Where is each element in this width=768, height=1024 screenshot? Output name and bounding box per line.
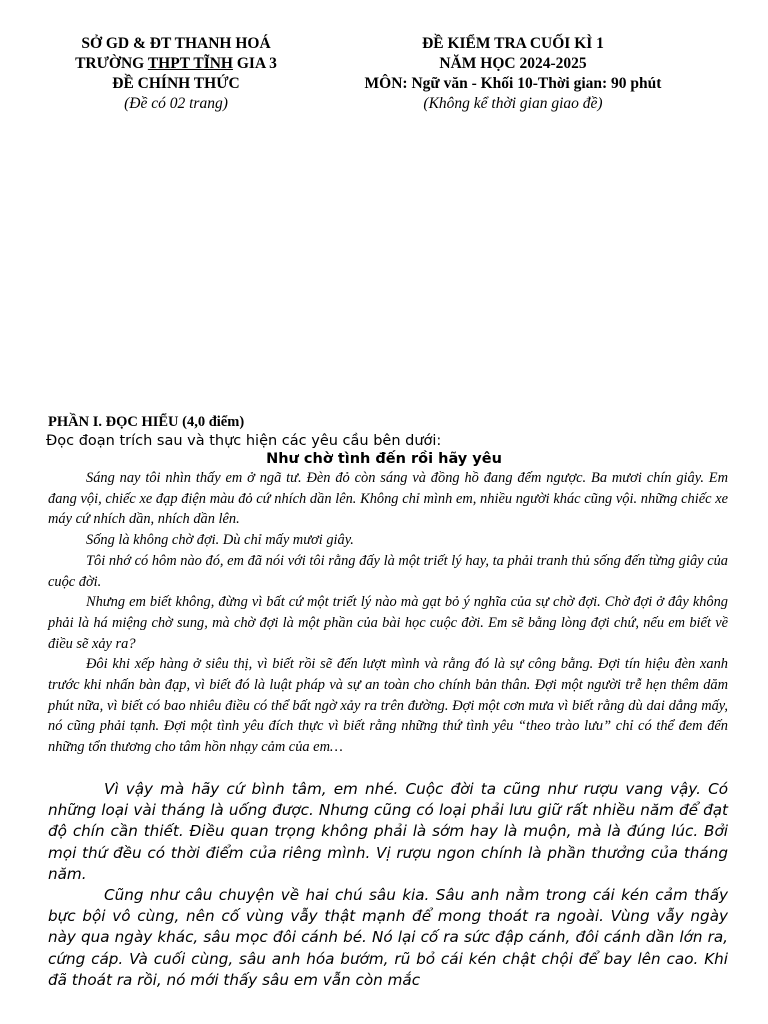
header-left	[30, 34, 322, 114]
passage-title: Như chờ tình đến rồi hãy yêu	[266, 451, 502, 467]
department-name: SỞ GD & ĐT THANH HOÁ	[81, 35, 271, 52]
school-name: TRƯỜNG THPT TĨNH GIA 3	[75, 55, 277, 72]
passage-paragraph: Vì vậy mà hãy cứ bình tâm, em nhé. Cuộc đời ta cũng như rượu vang vậy. Có những loại vài tháng là uống được. Nhưng cũng có loại phải lưu giữ rất nhiều năm để đạt độ chín cần thiết. Điều quan trọng không phải là sớm hay là muộn, mà là đúng lúc. Bởi mọi thứ đều có thời điểm của riêng mình. Vị rượu ngon chính là phần thưởng của tháng năm.	[48, 780, 728, 883]
exam-title: ĐỀ KIỂM TRA CUỐI KÌ 1	[422, 35, 604, 52]
passage-paragraph: Sáng nay tôi nhìn thấy em ở ngã tư. Đèn đỏ còn sáng và đồng hồ đang đếm ngược. Ba mươi chín giây. Em đang vội, chiếc xe đạp điện màu đỏ cứ nhích dần lên. Không chỉ mình em, nhiều người khác cũng vội. những chiếc xe máy cứ nhích dần, nhích dần lên.	[48, 470, 728, 528]
passage-body	[48, 468, 728, 758]
passage-paragraph: Sống là không chờ đợi. Dù chỉ mấy mươi giây.	[86, 532, 354, 549]
passage-paragraph: Nhưng em biết không, đừng vì bất cứ một triết lý nào mà gạt bỏ ý nghĩa của sự chờ đợi. Chờ đợi ở đây không phải là há miệng chờ sung, mà chờ đợi là một phần của bài học cuộc đời. Em sẽ bằng lòng đợi chứ, nếu em biết về điều sẽ xảy ra?	[48, 594, 728, 652]
time-note: (Không kể thời gian giao đề)	[423, 95, 603, 112]
section-heading: PHẦN I. ĐỌC HIỂU (4,0 điểm)	[48, 414, 245, 430]
subject-line: MÔN: Ngữ văn - Khối 10-Thời gian: 90 phút	[364, 75, 662, 92]
passage-paragraph: Cũng như câu chuyện về hai chú sâu kia. Sâu anh nằm trong cái kén cảm thấy bực bội vô cùng, nên cố vùng vẫy thật mạnh để mong thoát ra ngoài. Vùng vẫy ngày này qua ngày khác, sâu mọc đôi cánh bé. Nó lại cố ra sức đập cánh, đôi cánh dần lớn ra, cứng cáp. Và cuối cùng, sâu anh hóa bướm, rũ bỏ cái kén chật chội để bay lên cao. Khi đã thoát ra rồi, nó mới thấy sâu em vẫn còn mắc	[48, 886, 728, 989]
passage-paragraph: Tôi nhớ có hôm nào đó, em đã nói với tôi rằng đấy là một triết lý hay, ta phải tranh thủ sống đến từng giây của cuộc đời.	[48, 552, 728, 590]
school-year: NĂM HỌC 2024-2025	[439, 55, 587, 72]
header-right	[322, 34, 704, 114]
instruction-text: Đọc đoạn trích sau và thực hiện các yêu cầu bên dưới:	[46, 433, 442, 449]
passage-paragraph: Đôi khi xếp hàng ở siêu thị, vì biết rồi sẽ đến lượt mình và rằng đó là sự công bằng. Đợi tín hiệu đèn xanh trước khi nhấn bàn đạp, vì biết đó là luật pháp và sự an toàn cho chính bản thân. Đợi một người trễ hẹn thêm dăm phút nữa, vì biết có bao nhiêu điều có thể bất ngờ xảy ra trên đường. Đợi một cơn mưa vì biết rằng dù dai dẳng mấy, nó cũng phải tạnh. Đợi một tình yêu đích thực vì biết rằng những thứ tình yêu “theo trào lưu” chỉ có thể đem đến những tổn thương cho tâm hồn nhạy cảm của em…	[48, 656, 728, 756]
page-count-note: (Đề có 02 trang)	[124, 95, 228, 112]
passage-body-continued	[48, 779, 728, 991]
official-label: ĐỀ CHÍNH THỨC	[112, 75, 240, 92]
